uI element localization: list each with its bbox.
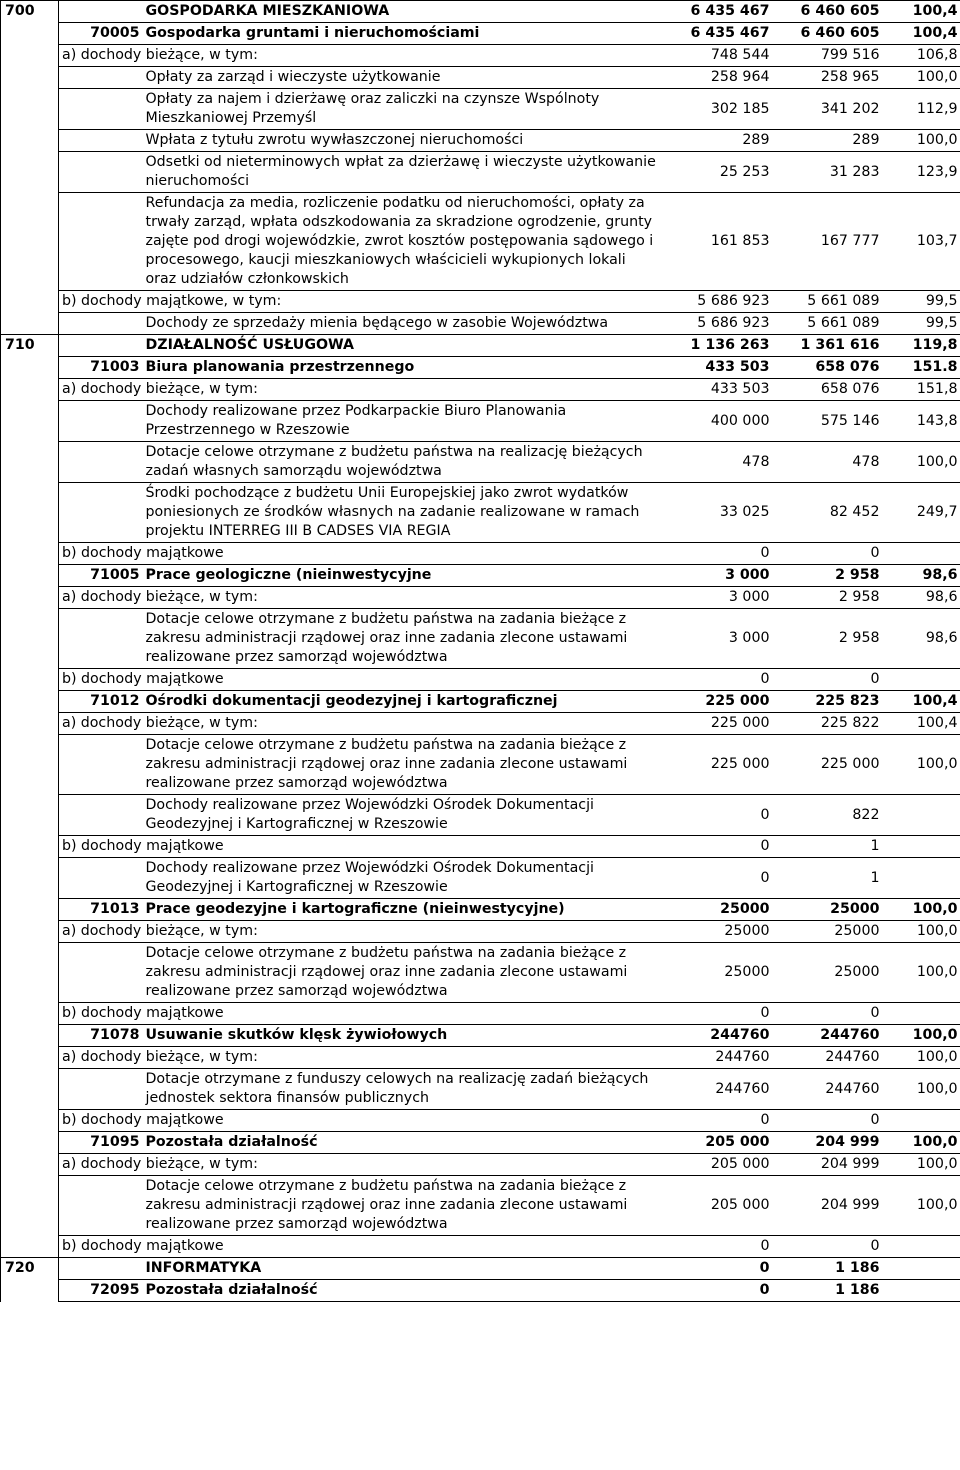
plan-value: 225 000 xyxy=(663,691,773,713)
percent-value xyxy=(883,795,960,836)
table-row xyxy=(1,858,960,899)
plan-value: 5 686 923 xyxy=(663,313,773,335)
row-description: Dochody ze sprzedaży mienia będącego w zasobie Województwa xyxy=(143,313,663,335)
table-row xyxy=(1,1154,960,1176)
percent-value: 123,9 xyxy=(883,152,960,193)
row-description: b) dochody majątkowe, w tym: xyxy=(59,291,663,313)
row-description: Dochody realizowane przez Wojewódzki Ośrodek Dokumentacji Geodezyjnej i Kartograficznej w Rzeszowie xyxy=(143,795,663,836)
executed-value: 2 958 xyxy=(773,587,883,609)
table-row xyxy=(1,1,960,23)
table-row xyxy=(1,1258,960,1280)
plan-value: 1 136 263 xyxy=(663,335,773,357)
row-description: Dotacje celowe otrzymane z budżetu państwa na realizację bieżących zadań własnych samorządu województwa xyxy=(143,442,663,483)
percent-value xyxy=(883,1236,960,1258)
table-row xyxy=(1,1025,960,1047)
rozdzial-code: 71012 xyxy=(59,691,143,713)
plan-value: 244760 xyxy=(663,1025,773,1047)
executed-value: 1 186 xyxy=(773,1258,883,1280)
plan-value: 0 xyxy=(663,858,773,899)
row-description: Opłaty za zarząd i wieczyste użytkowanie xyxy=(143,67,663,89)
percent-value xyxy=(883,1258,960,1280)
row-description: Pozostała działalność xyxy=(143,1280,663,1302)
percent-value: 119,8 xyxy=(883,335,960,357)
row-description: b) dochody majątkowe xyxy=(59,1003,663,1025)
executed-value: 1 361 616 xyxy=(773,335,883,357)
executed-value: 225 000 xyxy=(773,735,883,795)
row-description: GOSPODARKA MIESZKANIOWA xyxy=(143,1,663,23)
rozdzial-code xyxy=(59,335,143,357)
dzial-code: 720 xyxy=(1,1258,59,1302)
dzial-code: 700 xyxy=(1,1,59,335)
plan-value: 161 853 xyxy=(663,193,773,291)
table-row xyxy=(1,89,960,130)
plan-value: 0 xyxy=(663,1280,773,1302)
table-row xyxy=(1,1110,960,1132)
plan-value: 0 xyxy=(663,1236,773,1258)
rozdzial-code: 71095 xyxy=(59,1132,143,1154)
executed-value: 1 186 xyxy=(773,1280,883,1302)
executed-value: 204 999 xyxy=(773,1176,883,1236)
plan-value: 289 xyxy=(663,130,773,152)
executed-value: 341 202 xyxy=(773,89,883,130)
percent-value: 103,7 xyxy=(883,193,960,291)
plan-value: 3 000 xyxy=(663,587,773,609)
table-row xyxy=(1,565,960,587)
percent-value xyxy=(883,836,960,858)
table-row xyxy=(1,335,960,357)
plan-value: 225 000 xyxy=(663,735,773,795)
percent-value: 100,4 xyxy=(883,1,960,23)
row-description: Dotacje celowe otrzymane z budżetu państwa na zadania bieżące z zakresu administracji rządowej oraz inne zadania zlecone ustawami realizowane przez samorząd województwa xyxy=(143,943,663,1003)
row-description: Wpłata z tytułu zwrotu wywłaszczonej nieruchomości xyxy=(143,130,663,152)
executed-value: 0 xyxy=(773,543,883,565)
row-description: b) dochody majątkowe xyxy=(59,1110,663,1132)
executed-value: 31 283 xyxy=(773,152,883,193)
row-description: DZIAŁALNOŚĆ USŁUGOWA xyxy=(143,335,663,357)
rozdzial-code xyxy=(59,130,143,152)
table-row xyxy=(1,313,960,335)
executed-value: 658 076 xyxy=(773,357,883,379)
percent-value xyxy=(883,1110,960,1132)
plan-value: 3 000 xyxy=(663,609,773,669)
percent-value: 106,8 xyxy=(883,45,960,67)
rozdzial-code: 71078 xyxy=(59,1025,143,1047)
percent-value xyxy=(883,1280,960,1302)
percent-value: 100,0 xyxy=(883,921,960,943)
plan-value: 748 544 xyxy=(663,45,773,67)
plan-value: 205 000 xyxy=(663,1176,773,1236)
percent-value: 99,5 xyxy=(883,291,960,313)
percent-value xyxy=(883,858,960,899)
row-description: Ośrodki dokumentacji geodezyjnej i kartograficznej xyxy=(143,691,663,713)
row-description: a) dochody bieżące, w tym: xyxy=(59,45,663,67)
percent-value: 112,9 xyxy=(883,89,960,130)
executed-value: 0 xyxy=(773,1236,883,1258)
table-row xyxy=(1,587,960,609)
table-row xyxy=(1,1047,960,1069)
rozdzial-code xyxy=(59,1258,143,1280)
executed-value: 258 965 xyxy=(773,67,883,89)
plan-value: 25 253 xyxy=(663,152,773,193)
percent-value: 100,0 xyxy=(883,1069,960,1110)
executed-value: 225 822 xyxy=(773,713,883,735)
executed-value: 1 xyxy=(773,836,883,858)
executed-value: 6 460 605 xyxy=(773,1,883,23)
percent-value xyxy=(883,543,960,565)
row-description: Opłaty za najem i dzierżawę oraz zaliczki na czynsze Wspólnoty Mieszkaniowej Przemyśl xyxy=(143,89,663,130)
table-row xyxy=(1,1176,960,1236)
row-description: Dotacje celowe otrzymane z budżetu państwa na zadania bieżące z zakresu administracji rządowej oraz inne zadania zlecone ustawami realizowane przez samorząd województwa xyxy=(143,1176,663,1236)
percent-value: 98,6 xyxy=(883,565,960,587)
table-row xyxy=(1,357,960,379)
percent-value: 100,0 xyxy=(883,943,960,1003)
table-row xyxy=(1,152,960,193)
plan-value: 433 503 xyxy=(663,357,773,379)
executed-value: 204 999 xyxy=(773,1154,883,1176)
table-row xyxy=(1,609,960,669)
plan-value: 3 000 xyxy=(663,565,773,587)
row-description: Biura planowania przestrzennego xyxy=(143,357,663,379)
plan-value: 0 xyxy=(663,795,773,836)
rozdzial-code xyxy=(59,735,143,795)
row-description: Gospodarka gruntami i nieruchomościami xyxy=(143,23,663,45)
rozdzial-code: 72095 xyxy=(59,1280,143,1302)
rozdzial-code xyxy=(59,795,143,836)
plan-value: 0 xyxy=(663,1258,773,1280)
plan-value: 6 435 467 xyxy=(663,23,773,45)
row-description: b) dochody majątkowe xyxy=(59,1236,663,1258)
rozdzial-code xyxy=(59,193,143,291)
row-description: Prace geodezyjne i kartograficzne (nieinwestycyjne) xyxy=(143,899,663,921)
percent-value: 100,0 xyxy=(883,735,960,795)
executed-value: 25000 xyxy=(773,921,883,943)
percent-value xyxy=(883,669,960,691)
row-description: Dochody realizowane przez Wojewódzki Ośrodek Dokumentacji Geodezyjnej i Kartograficznej w Rzeszowie xyxy=(143,858,663,899)
executed-value: 5 661 089 xyxy=(773,291,883,313)
rozdzial-code xyxy=(59,67,143,89)
rozdzial-code xyxy=(59,313,143,335)
row-description: Usuwanie skutków klęsk żywiołowych xyxy=(143,1025,663,1047)
executed-value: 799 516 xyxy=(773,45,883,67)
rozdzial-code xyxy=(59,401,143,442)
table-row xyxy=(1,943,960,1003)
percent-value: 100,0 xyxy=(883,1154,960,1176)
table-row xyxy=(1,795,960,836)
plan-value: 0 xyxy=(663,836,773,858)
row-description: a) dochody bieżące, w tym: xyxy=(59,1047,663,1069)
plan-value: 25000 xyxy=(663,921,773,943)
table-row xyxy=(1,1003,960,1025)
table-row xyxy=(1,45,960,67)
rozdzial-code xyxy=(59,483,143,543)
executed-value: 478 xyxy=(773,442,883,483)
rozdzial-code: 71013 xyxy=(59,899,143,921)
percent-value: 100,0 xyxy=(883,1176,960,1236)
table-row xyxy=(1,483,960,543)
rozdzial-code xyxy=(59,1176,143,1236)
executed-value: 822 xyxy=(773,795,883,836)
percent-value: 249,7 xyxy=(883,483,960,543)
percent-value: 98,6 xyxy=(883,609,960,669)
executed-value: 575 146 xyxy=(773,401,883,442)
executed-value: 244760 xyxy=(773,1047,883,1069)
executed-value: 25000 xyxy=(773,943,883,1003)
percent-value: 151.8 xyxy=(883,357,960,379)
row-description: Odsetki od nieterminowych wpłat za dzierżawę i wieczyste użytkowanie nieruchomości xyxy=(143,152,663,193)
row-description: b) dochody majątkowe xyxy=(59,543,663,565)
plan-value: 0 xyxy=(663,543,773,565)
table-row xyxy=(1,1236,960,1258)
rozdzial-code xyxy=(59,858,143,899)
percent-value: 99,5 xyxy=(883,313,960,335)
executed-value: 5 661 089 xyxy=(773,313,883,335)
percent-value: 100,0 xyxy=(883,130,960,152)
plan-value: 258 964 xyxy=(663,67,773,89)
row-description: Środki pochodzące z budżetu Unii Europejskiej jako zwrot wydatków poniesionych ze środków własnych na zadanie realizowane w ramach projektu INTERREG III B CADSES VIA REGIA xyxy=(143,483,663,543)
plan-value: 400 000 xyxy=(663,401,773,442)
plan-value: 205 000 xyxy=(663,1154,773,1176)
row-description: INFORMATYKA xyxy=(143,1258,663,1280)
executed-value: 244760 xyxy=(773,1025,883,1047)
table-row xyxy=(1,713,960,735)
row-description: a) dochody bieżące, w tym: xyxy=(59,713,663,735)
table-row xyxy=(1,1069,960,1110)
plan-value: 6 435 467 xyxy=(663,1,773,23)
row-description: a) dochody bieżące, w tym: xyxy=(59,379,663,401)
percent-value: 143,8 xyxy=(883,401,960,442)
rozdzial-code: 71005 xyxy=(59,565,143,587)
rozdzial-code xyxy=(59,1069,143,1110)
executed-value: 82 452 xyxy=(773,483,883,543)
row-description: b) dochody majątkowe xyxy=(59,836,663,858)
table-row xyxy=(1,130,960,152)
plan-value: 0 xyxy=(663,1003,773,1025)
rozdzial-code xyxy=(59,943,143,1003)
plan-value: 0 xyxy=(663,1110,773,1132)
row-description: a) dochody bieżące, w tym: xyxy=(59,1154,663,1176)
rozdzial-code: 71003 xyxy=(59,357,143,379)
percent-value: 100,4 xyxy=(883,23,960,45)
plan-value: 302 185 xyxy=(663,89,773,130)
executed-value: 0 xyxy=(773,669,883,691)
plan-value: 0 xyxy=(663,669,773,691)
rozdzial-code xyxy=(59,152,143,193)
table-row xyxy=(1,1132,960,1154)
percent-value: 100,4 xyxy=(883,713,960,735)
percent-value: 100,0 xyxy=(883,67,960,89)
percent-value xyxy=(883,1003,960,1025)
rozdzial-code xyxy=(59,442,143,483)
rozdzial-code xyxy=(59,1,143,23)
executed-value: 2 958 xyxy=(773,565,883,587)
rozdzial-code xyxy=(59,609,143,669)
plan-value: 244760 xyxy=(663,1047,773,1069)
executed-value: 204 999 xyxy=(773,1132,883,1154)
executed-value: 25000 xyxy=(773,899,883,921)
executed-value: 1 xyxy=(773,858,883,899)
percent-value: 100,0 xyxy=(883,1025,960,1047)
plan-value: 433 503 xyxy=(663,379,773,401)
row-description: Dochody realizowane przez Podkarpackie Biuro Planowania Przestrzennego w Rzeszowie xyxy=(143,401,663,442)
rozdzial-code: 70005 xyxy=(59,23,143,45)
percent-value: 98,6 xyxy=(883,587,960,609)
row-description: a) dochody bieżące, w tym: xyxy=(59,921,663,943)
percent-value: 100,0 xyxy=(883,1047,960,1069)
table-row xyxy=(1,836,960,858)
rozdzial-code xyxy=(59,89,143,130)
plan-value: 244760 xyxy=(663,1069,773,1110)
plan-value: 33 025 xyxy=(663,483,773,543)
table-row xyxy=(1,691,960,713)
table-row xyxy=(1,921,960,943)
plan-value: 25000 xyxy=(663,899,773,921)
executed-value: 6 460 605 xyxy=(773,23,883,45)
row-description: a) dochody bieżące, w tym: xyxy=(59,587,663,609)
row-description: Dotacje celowe otrzymane z budżetu państwa na zadania bieżące z zakresu administracji rządowej oraz inne zadania zlecone ustawami realizowane przez samorząd województwa xyxy=(143,735,663,795)
executed-value: 289 xyxy=(773,130,883,152)
row-description: Prace geologiczne (nieinwestycyjne xyxy=(143,565,663,587)
executed-value: 0 xyxy=(773,1003,883,1025)
table-row xyxy=(1,442,960,483)
executed-value: 2 958 xyxy=(773,609,883,669)
row-description: Dotacje otrzymane z funduszy celowych na realizację zadań bieżących jednostek sektora finansów publicznych xyxy=(143,1069,663,1110)
plan-value: 478 xyxy=(663,442,773,483)
percent-value: 100,4 xyxy=(883,691,960,713)
percent-value: 151,8 xyxy=(883,379,960,401)
executed-value: 244760 xyxy=(773,1069,883,1110)
executed-value: 658 076 xyxy=(773,379,883,401)
dzial-code: 710 xyxy=(1,335,59,1258)
executed-value: 0 xyxy=(773,1110,883,1132)
table-row xyxy=(1,735,960,795)
row-description: Pozostała działalność xyxy=(143,1132,663,1154)
percent-value: 100,0 xyxy=(883,442,960,483)
percent-value: 100,0 xyxy=(883,899,960,921)
table-row xyxy=(1,379,960,401)
plan-value: 205 000 xyxy=(663,1132,773,1154)
row-description: Dotacje celowe otrzymane z budżetu państwa na zadania bieżące z zakresu administracji rządowej oraz inne zadania zlecone ustawami realizowane przez samorząd województwa xyxy=(143,609,663,669)
table-row xyxy=(1,669,960,691)
table-row xyxy=(1,401,960,442)
table-row xyxy=(1,543,960,565)
table-row xyxy=(1,67,960,89)
table-row xyxy=(1,193,960,291)
plan-value: 25000 xyxy=(663,943,773,1003)
percent-value: 100,0 xyxy=(883,1132,960,1154)
table-row xyxy=(1,899,960,921)
row-description: Refundacja za media, rozliczenie podatku od nieruchomości, opłaty za trwały zarząd, wpłata odszkodowania za skradzione ogrodzenie, grunty zajęte pod drogi wojewódzkie, zwrot kosztów postępowania sądowego i procesowego, kaucji mieszkaniowych właścicieli wykupionych lokali oraz udziałów członkowskich xyxy=(143,193,663,291)
table-row xyxy=(1,23,960,45)
plan-value: 5 686 923 xyxy=(663,291,773,313)
executed-value: 167 777 xyxy=(773,193,883,291)
plan-value: 225 000 xyxy=(663,713,773,735)
row-description: b) dochody majątkowe xyxy=(59,669,663,691)
table-row xyxy=(1,291,960,313)
executed-value: 225 823 xyxy=(773,691,883,713)
table-row xyxy=(1,1280,960,1302)
